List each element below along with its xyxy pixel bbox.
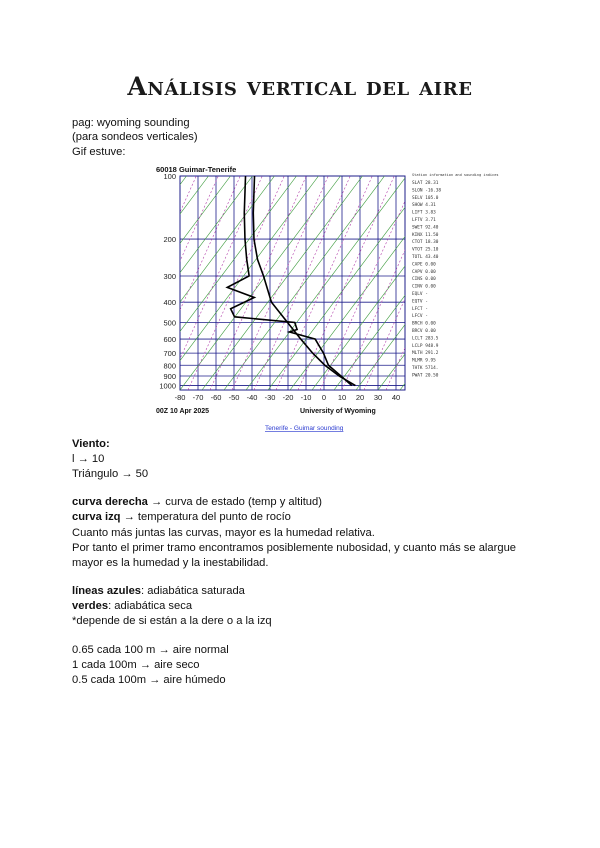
saturated-adiabat-line	[12, 176, 108, 390]
stats-entry: SWET 92.40	[412, 225, 439, 231]
temperature-tick-label: -20	[282, 393, 294, 402]
stats-entry: LCLP 948.9	[412, 343, 439, 349]
curva-izq-label: curva izq	[72, 511, 121, 523]
stats-entry: TOTL 43.40	[412, 255, 439, 260]
curva-derecha-line	[72, 495, 322, 509]
stats-entry: SELV 105.0	[412, 195, 439, 201]
dry-adiabat-line	[422, 176, 583, 390]
temperature-tick-label: -60	[210, 393, 222, 402]
pressure-tick-label: 900	[163, 371, 176, 381]
stats-entry: VTOT 25.10	[412, 247, 439, 253]
plot-frame	[180, 176, 405, 390]
temperature-tick-label: -50	[228, 393, 240, 402]
stats-entry: LIFT 3.83	[412, 210, 436, 216]
stats-entry: CAPV 0.00	[412, 269, 436, 275]
dry-adiabat-line	[444, 176, 600, 390]
stats-entry: EQTV -	[412, 299, 428, 305]
gradiente-line-3: 0.5 cada 100m → aire húmedo	[72, 674, 226, 686]
curva-izq-line	[72, 510, 291, 524]
saturated-adiabat-line	[56, 176, 152, 390]
stats-entry: LFTV 3.71	[412, 218, 436, 223]
lineas-verdes-text: : adiabática seca	[108, 600, 193, 612]
temperature-tick-label: 30	[373, 393, 383, 402]
temperature-tick-label: 40	[391, 393, 401, 402]
gradiente-line-2: 1 cada 100m → aire seco	[72, 659, 200, 671]
stats-entry: CAPE 0.00	[412, 262, 436, 268]
dry-adiabat-line	[4, 176, 165, 390]
pressure-tick-label: 500	[163, 318, 176, 328]
stats-entry: SHOW 4.31	[412, 203, 436, 209]
curvas-line-3: Cuanto más juntas las curvas, mayor es la humedad relativa.	[72, 527, 375, 539]
stats-entry: KINX 11.50	[412, 232, 439, 238]
stats-entry: MLMR 9.95	[412, 358, 436, 364]
stats-entry: LFCT -	[412, 306, 428, 312]
saturated-adiabat-line	[78, 176, 174, 390]
lineas-azules-text: : adiabática saturada	[141, 585, 245, 597]
saturated-adiabat-line	[474, 176, 570, 390]
temperature-tick-label: -40	[246, 393, 258, 402]
pressure-tick-label: 600	[163, 335, 176, 345]
curvas-line-5: mayor es la humedad y la inestabilidad.	[72, 557, 269, 569]
stats-entry: LFCV -	[412, 314, 428, 320]
curva-izq-text: → temperatura del punto de rocío	[120, 511, 291, 523]
temperature-tick-label: 10	[337, 393, 347, 402]
pressure-tick-label: 700	[163, 349, 176, 359]
stats-entry: SLAT 28.31	[412, 181, 439, 186]
lineas-azules-line	[72, 584, 245, 598]
stats-entry: BRCH 0.00	[412, 321, 436, 327]
pressure-tick-label: 100	[163, 172, 176, 181]
stats-entry: BRCV 0.00	[412, 329, 436, 334]
temperature-tick-label: -10	[300, 393, 312, 402]
pressure-tick-label: 200	[163, 235, 176, 245]
chart-credit: University of Wyoming	[300, 408, 376, 415]
dry-adiabat-line	[466, 176, 600, 390]
saturated-adiabat-line	[430, 176, 526, 390]
temperature-tick-label: 0	[321, 393, 327, 402]
viento-line-2: Triángulo → 50	[72, 468, 149, 480]
stats-entry: SLON -16.38	[412, 188, 442, 194]
viento-heading: Viento:	[72, 438, 110, 450]
stats-entry: CTOT 18.30	[412, 240, 439, 246]
dry-adiabat-line	[26, 176, 187, 390]
intro-line-1: pag: wyoming sounding	[72, 117, 190, 129]
gradiente-line-1: 0.65 cada 100 m → aire normal	[72, 644, 229, 656]
skewt-chart	[150, 162, 499, 434]
pressure-tick-label: 800	[163, 361, 176, 371]
lineas-verdes-label: verdes	[72, 600, 109, 612]
pressure-tick-label: 300	[163, 271, 176, 281]
stats-entry: THTK 5714.	[412, 366, 439, 371]
saturated-adiabat-line	[34, 176, 130, 390]
lineas-nota: *depende de si están a la dere o a la izq	[72, 615, 272, 627]
curva-derecha-text: → curva de estado (temp y altitud)	[147, 496, 322, 508]
temperature-tick-label: -30	[264, 393, 276, 402]
curva-derecha-label: curva derecha	[72, 496, 148, 508]
pressure-tick-label: 400	[163, 298, 176, 308]
stats-entry: LCLT 283.5	[412, 336, 439, 342]
stats-entry: EQLV -	[412, 292, 428, 297]
chart-footer-link: Tenerife - Guimar sounding	[265, 425, 344, 432]
curvas-line-4: Por tanto el primer tramo encontramos posiblemente nubosidad, y cuanto más se alargue	[72, 542, 517, 554]
stats-header: Station information and sounding indices	[412, 173, 499, 177]
pressure-tick-label: 1000	[159, 381, 176, 391]
chart-subtitle: 00Z 10 Apr 2025	[156, 408, 210, 415]
page-title: Análisis vertical del aire	[127, 72, 473, 101]
stats-entry: CINS 0.00	[412, 277, 436, 283]
skewt-svg	[150, 162, 499, 434]
intro-line-2: (para sondeos verticales)	[72, 131, 198, 143]
temperature-tick-label: -70	[192, 393, 204, 402]
stats-entry: PWAT 20.50	[412, 373, 439, 379]
saturated-adiabat-line	[452, 176, 548, 390]
intro-line-3: Gif estuve:	[72, 146, 126, 158]
viento-line-1: l → 10	[72, 453, 105, 465]
stats-entry: MLTH 291.2	[412, 351, 439, 357]
temperature-tick-label: -80	[174, 393, 186, 402]
lineas-verdes-line	[72, 599, 192, 613]
stats-entry: CINV 0.00	[412, 284, 436, 290]
temperature-tick-label: 20	[355, 393, 365, 402]
chart-title: 60018 Guimar-Tenerife	[156, 165, 237, 174]
lineas-azules-label: líneas azules	[72, 585, 142, 597]
